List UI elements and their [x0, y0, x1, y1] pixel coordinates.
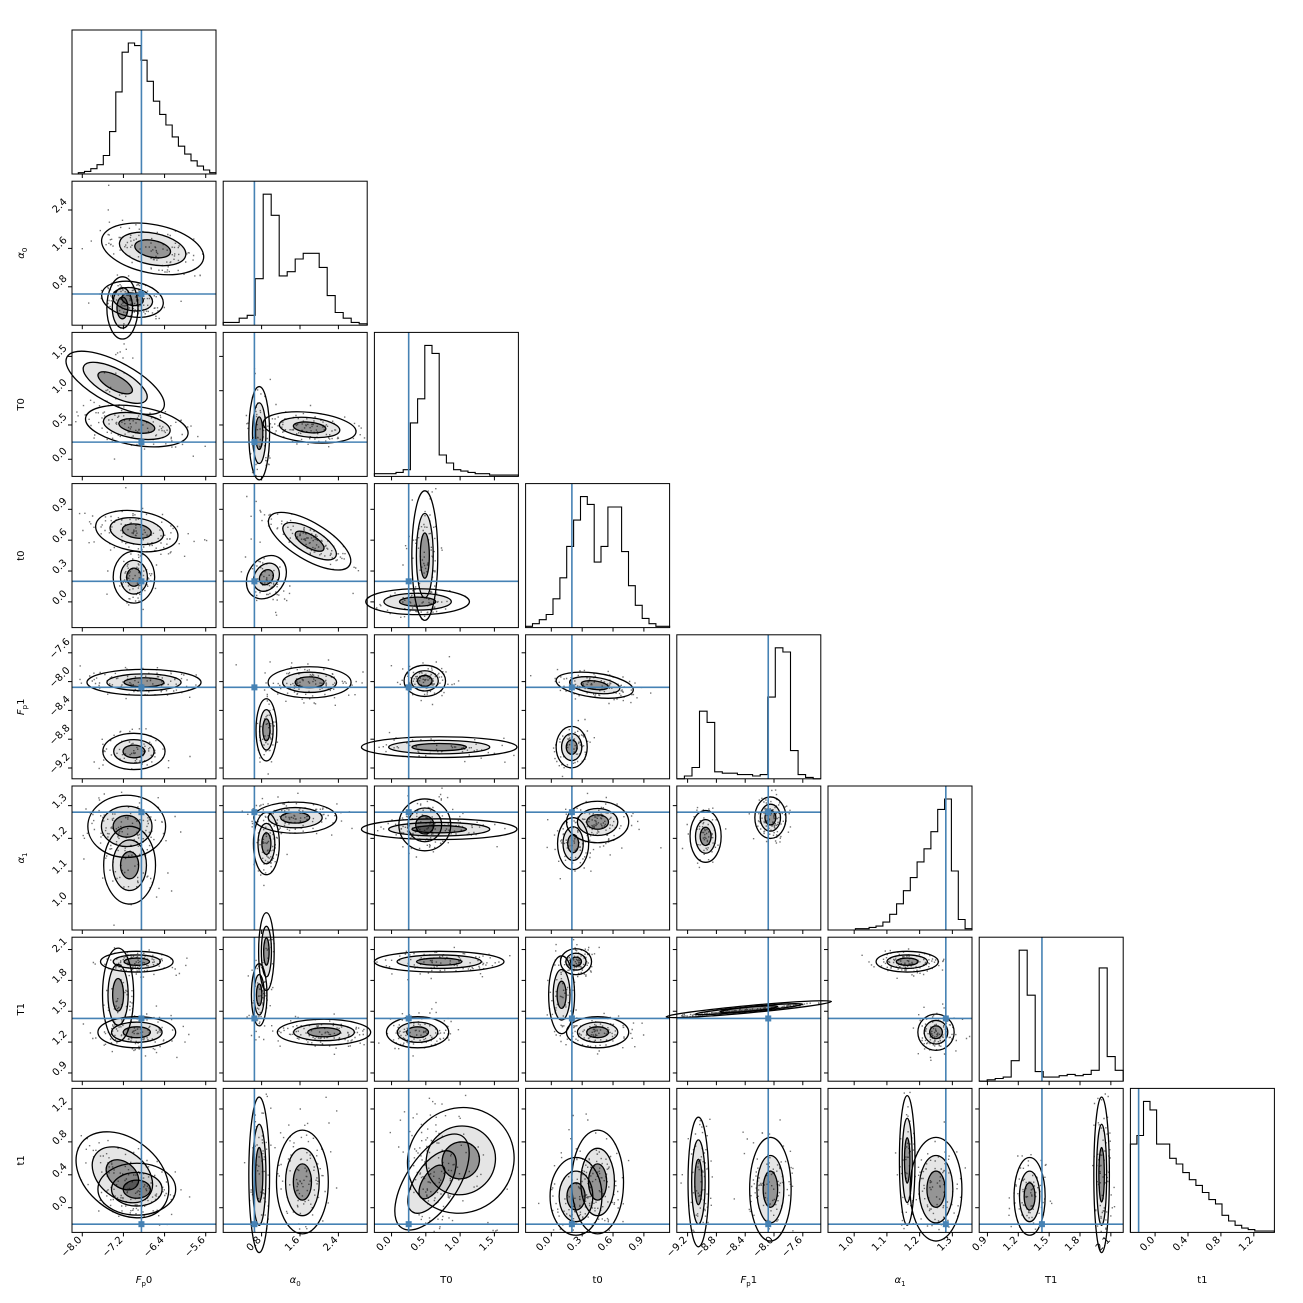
axis-label	[16, 248, 29, 259]
y-tick-label: 0.3	[50, 557, 70, 577]
x-tick-label: 0.9	[626, 1234, 647, 1254]
axes-frame	[526, 635, 670, 779]
y-tick-label: 1.3	[50, 792, 70, 812]
y-tick-label: 1.0	[50, 377, 70, 397]
panel-Fp0-vs-T0	[51, 332, 216, 480]
panel-t0-vs-T1	[522, 937, 670, 1085]
x-tick-label: 0.0	[1138, 1234, 1158, 1254]
panel-Fp0-vs-T1	[51, 936, 216, 1085]
axis-label-sub: p	[21, 704, 29, 710]
axis-label-rest: 1	[16, 698, 27, 705]
x-tick-label: 0.4	[1171, 1234, 1191, 1254]
x-tick-label: 2.4	[321, 1234, 341, 1254]
x-tick-label: 0.0	[534, 1234, 554, 1254]
truth-point	[569, 809, 575, 815]
axis-label	[136, 1275, 153, 1288]
contour-level-3	[293, 1164, 311, 1200]
contour-level-3	[399, 597, 435, 606]
axis-label-base: α	[289, 1275, 297, 1286]
hist-panel-t0	[526, 484, 670, 632]
x-tick-label: 0.8	[244, 1234, 264, 1254]
axis-label-sub: 1	[901, 1280, 906, 1288]
axes-frame	[677, 786, 821, 930]
x-tick-label: 0.8	[1204, 1234, 1224, 1254]
panel-T1-vs-t1	[971, 1088, 1124, 1253]
truth-point	[765, 1015, 771, 1021]
truth-point	[569, 1221, 575, 1227]
x-tick-label: 1.6	[283, 1234, 303, 1254]
axes-frame	[223, 937, 367, 1081]
axis-label-base: α	[16, 252, 28, 259]
axis-label-sub: 0	[21, 247, 30, 253]
axes-frame	[72, 484, 216, 628]
y-tick-label: 1.0	[50, 890, 70, 910]
x-tick-label: 1.3	[935, 1234, 955, 1254]
y-tick-label: 1.2	[50, 1028, 70, 1048]
contour-level-3	[262, 833, 271, 855]
panel-t0-vs-Fp1	[522, 635, 670, 783]
contour-level-3	[295, 677, 324, 688]
truth-point	[943, 1221, 949, 1227]
contour-level-3	[308, 1028, 341, 1037]
axes-frame	[223, 635, 367, 779]
contour-level-3	[587, 1027, 609, 1038]
truth-point	[406, 1015, 412, 1021]
y-tick-label: 1.2	[50, 1095, 70, 1115]
contour-level-3	[568, 835, 579, 853]
panel-Fp0-vs-alpha1	[51, 786, 216, 934]
panel-T0-vs-Fp1	[361, 635, 518, 783]
contour-level-3	[927, 1171, 945, 1207]
axis-label	[16, 699, 29, 716]
truth-point	[251, 809, 257, 815]
x-tick-label: 1.0	[443, 1234, 463, 1254]
histogram-alpha0	[223, 194, 367, 325]
y-tick-label: 0.9	[50, 495, 70, 515]
y-tick-label: 0.4	[50, 1161, 70, 1181]
axis-label	[290, 1275, 301, 1288]
contour-level-3	[263, 719, 270, 741]
truth-point	[138, 578, 144, 584]
contour-level-3	[695, 1159, 702, 1204]
contour-level-3	[587, 815, 609, 830]
y-tick-label: 1.1	[50, 857, 70, 877]
hist-panel-T1	[979, 937, 1123, 1085]
hist-panel-alpha0	[223, 181, 367, 329]
contour-level-3	[407, 1027, 429, 1038]
axes-frame	[223, 484, 367, 628]
axis-label-base: α	[16, 856, 27, 864]
axes-frame	[526, 937, 670, 1081]
contour-level-3	[557, 981, 566, 1008]
truth-point	[943, 1015, 949, 1021]
x-tick-label: 1.5	[1032, 1234, 1052, 1254]
axis-label: t1	[16, 1155, 27, 1166]
panel-alpha1-vs-T1	[824, 937, 972, 1085]
axis-label: T0	[440, 1275, 453, 1286]
axis-label: t0	[16, 550, 27, 561]
truth-point	[138, 809, 144, 815]
hist-panel-Fp1	[677, 635, 821, 783]
panel-Fp0-vs-t0	[51, 484, 216, 632]
truth-point	[765, 809, 771, 815]
scatter-dots	[79, 487, 207, 610]
x-tick-label: −5.6	[182, 1234, 208, 1260]
truth-point	[138, 1221, 144, 1227]
truth-point	[251, 684, 257, 690]
x-tick-label: 1.2	[902, 1234, 922, 1254]
contour-level-3	[113, 978, 124, 1011]
axis-label-sub: 1	[21, 852, 29, 857]
x-tick-label: −8.0	[751, 1234, 777, 1260]
axis-label-sub: p	[746, 1280, 751, 1288]
truth-point	[251, 439, 257, 445]
contour-level-3	[1099, 1148, 1104, 1202]
panel-Fp0-vs-Fp1	[48, 635, 216, 783]
contour-level-3	[256, 984, 261, 1006]
axes-frame	[979, 937, 1123, 1081]
y-tick-label: −9.2	[47, 751, 73, 777]
y-tick-label: 0.0	[50, 445, 70, 465]
panel-alpha0-vs-alpha1	[219, 786, 367, 934]
y-tick-label: 0.8	[50, 273, 70, 293]
x-tick-label: 1.1	[870, 1234, 890, 1254]
axis-label-rest: 0	[145, 1275, 153, 1286]
axes-frame	[526, 484, 670, 628]
x-tick-label: 0.0	[374, 1234, 394, 1254]
truth-point	[138, 684, 144, 690]
axes-frame	[223, 332, 367, 476]
panel-alpha1-vs-t1	[824, 1088, 972, 1253]
axis-label: t1	[1197, 1275, 1208, 1286]
truth-point	[1039, 1221, 1045, 1227]
contour-level-3	[763, 1171, 778, 1207]
axes-frame	[374, 786, 518, 930]
y-tick-label: 1.6	[50, 234, 70, 255]
x-tick-label: −7.2	[100, 1234, 126, 1260]
panel-t0-vs-alpha1	[522, 786, 670, 934]
histogram-Fp1	[677, 648, 821, 779]
truth-point	[765, 1221, 771, 1227]
panel-T0-vs-alpha1	[361, 786, 518, 934]
axes-frame	[828, 786, 972, 930]
truth-point	[406, 809, 412, 815]
histogram-Fp0	[72, 43, 216, 174]
axis-label-base: α	[894, 1275, 902, 1286]
histogram-T0	[374, 345, 518, 476]
y-tick-label: −8.8	[47, 722, 73, 748]
truth-point	[569, 1015, 575, 1021]
axis-label-sub: 0	[296, 1280, 301, 1288]
contour-level-3	[281, 812, 310, 823]
contour-level-3	[1024, 1183, 1035, 1210]
axis-label	[741, 1275, 758, 1288]
contour-level-3	[589, 1164, 607, 1200]
contour-level-3	[264, 938, 269, 965]
axis-label: T0	[16, 398, 27, 411]
contour-level-3	[700, 827, 711, 845]
histogram-t0	[526, 497, 670, 628]
contour-level-3	[896, 958, 918, 965]
panel-alpha0-vs-Fp1	[219, 635, 367, 783]
panel-Fp1-vs-t1	[665, 1088, 821, 1259]
x-tick-label: −9.2	[664, 1234, 690, 1260]
x-tick-label: 1.2	[1236, 1234, 1256, 1254]
y-tick-label: 0.9	[50, 1059, 70, 1079]
y-tick-label: 0.6	[50, 526, 70, 546]
truth-point	[251, 1221, 257, 1227]
panel-Fp1-vs-T1	[666, 937, 832, 1085]
axes-frame	[72, 30, 216, 174]
truth-point	[406, 578, 412, 584]
axis-label-base: F	[16, 709, 27, 716]
axes-frame	[223, 181, 367, 325]
y-tick-label: −8.4	[47, 694, 73, 719]
y-tick-label: 2.1	[50, 936, 70, 956]
panel-Fp0-vs-alpha0	[51, 181, 216, 339]
x-tick-label: −7.6	[779, 1234, 805, 1260]
x-tick-label: 1.8	[1063, 1234, 1083, 1254]
x-tick-label: 0.5	[408, 1234, 428, 1254]
truth-point	[406, 684, 412, 690]
y-tick-label: 0.0	[50, 1194, 70, 1214]
axis-label-rest: 1	[750, 1275, 758, 1286]
histogram-t1	[1130, 1101, 1274, 1232]
axis-label-sub: p	[141, 1280, 146, 1288]
truth-point	[138, 291, 144, 297]
axis-label-base: F	[740, 1275, 747, 1286]
truth-point	[138, 439, 144, 445]
contour-level-3	[417, 958, 462, 965]
y-tick-label: 0.5	[50, 411, 70, 431]
panel-T0-vs-t0	[366, 484, 519, 632]
axis-label: T1	[1044, 1275, 1058, 1286]
y-tick-label: 1.8	[50, 966, 70, 987]
y-tick-label: −8.0	[47, 665, 73, 691]
x-tick-label: 0.3	[565, 1234, 585, 1254]
x-tick-label: −8.8	[693, 1234, 719, 1260]
y-tick-label: 0.0	[50, 588, 70, 608]
contour-level-3	[418, 675, 433, 686]
panel-T0-vs-T1	[370, 937, 518, 1085]
y-tick-label: 1.2	[50, 824, 70, 844]
x-tick-label: 0.6	[596, 1234, 616, 1254]
histogram-T1	[979, 950, 1123, 1081]
truth-point	[406, 1221, 412, 1227]
scatter-points	[79, 487, 207, 610]
x-tick-label: −8.0	[59, 1234, 85, 1260]
x-tick-label: −6.4	[141, 1234, 167, 1260]
contour-level-3	[420, 533, 429, 578]
axis-label: T1	[16, 1002, 27, 1016]
x-tick-label: 1.5	[477, 1234, 497, 1254]
panel-alpha0-vs-t0	[219, 484, 367, 632]
truth-point	[251, 1015, 257, 1021]
x-tick-label: 0.9	[970, 1234, 990, 1254]
panel-t0-vs-t1	[522, 1088, 670, 1253]
contour-level-3	[117, 297, 128, 319]
y-tick-label: −7.6	[47, 636, 73, 662]
x-tick-label: 1.0	[837, 1234, 857, 1254]
truth-point	[138, 1015, 144, 1021]
y-tick-label: 1.5	[50, 997, 70, 1017]
hist-panel-t1	[1130, 1088, 1274, 1253]
panel-alpha0-vs-T1	[219, 913, 370, 1085]
hist-panel-T0	[374, 332, 518, 480]
y-tick-label: 1.5	[50, 342, 70, 363]
truth-point	[569, 684, 575, 690]
axes-frame	[72, 332, 216, 476]
contour-level-3	[256, 1148, 263, 1202]
truth-point	[251, 578, 257, 584]
x-tick-label: 1.2	[1001, 1234, 1021, 1254]
contour-level-3	[121, 852, 139, 879]
x-tick-label: −8.4	[722, 1234, 748, 1260]
panel-Fp0-vs-t1	[51, 1088, 216, 1259]
axis-label	[894, 1275, 905, 1288]
x-tick-label: 2.1	[1093, 1234, 1113, 1254]
histogram-alpha1	[828, 799, 972, 930]
contour-level-3	[412, 743, 466, 750]
panel-T0-vs-t1	[370, 1086, 535, 1254]
contour-level-3	[412, 826, 466, 833]
contour-level-3	[904, 1138, 909, 1183]
y-tick-label: 2.4	[50, 196, 70, 216]
panel-alpha0-vs-T0	[219, 332, 367, 480]
panel-alpha0-vs-t1	[219, 1088, 367, 1253]
panel-Fp1-vs-alpha1	[673, 786, 821, 934]
axes-frame	[677, 635, 821, 779]
axis-label-base: F	[135, 1275, 142, 1286]
contour-level-3	[930, 1026, 943, 1039]
axes-frame	[526, 786, 670, 930]
axis-label: t0	[592, 1275, 603, 1286]
axis-label	[16, 852, 29, 863]
hist-panel-alpha1	[828, 786, 972, 934]
y-tick-label: 0.8	[50, 1128, 70, 1148]
hist-panel-Fp0	[72, 30, 216, 178]
